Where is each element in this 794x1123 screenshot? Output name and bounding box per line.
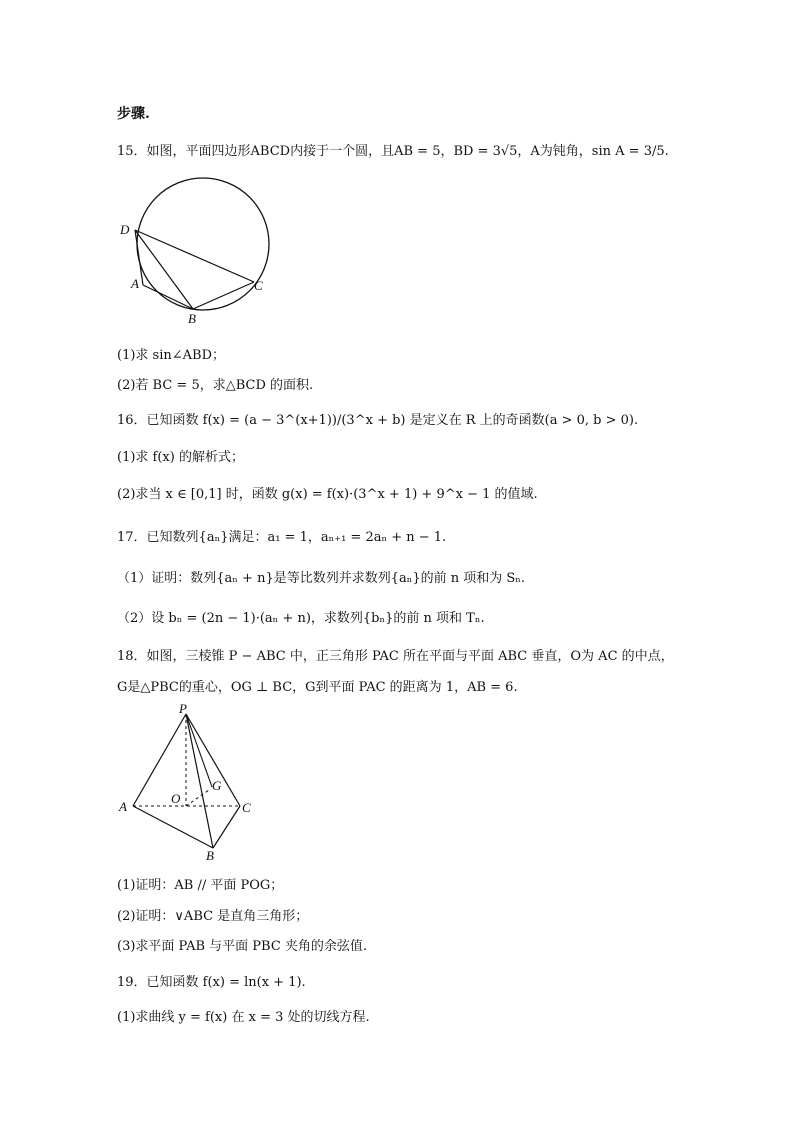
label-c: C — [242, 800, 251, 815]
label-p: P — [179, 701, 187, 716]
label-b: B — [206, 848, 214, 863]
label-o: O — [171, 791, 181, 806]
segment-cd — [135, 230, 254, 282]
q15-part2: (2)若 BC = 5，求△BCD 的面积. — [117, 378, 314, 393]
edge-bc — [213, 806, 240, 848]
q16-part2: (2)求当 x ∈ [0,1] 时，函数 g(x) = f(x)·(3^x + 1) + 9^x − 1 的值域. — [117, 487, 538, 502]
q15-stem: 15．如图，平面四边形ABCD内接于一个圆，且AB = 5，BD = 3√5，A为钝角，sin A = 3/5. — [117, 144, 669, 159]
circumcircle — [137, 178, 269, 310]
edge-ab — [133, 806, 213, 848]
q19-part1: (1)求曲线 y = f(x) 在 x = 3 处的切线方程. — [117, 1010, 370, 1025]
intro-text: 步骤. — [117, 106, 150, 122]
q17-part1: （1）证明：数列{aₙ + n}是等比数列并求数列{aₙ}的前 n 项和为 Sₙ. — [117, 571, 526, 586]
segment-og-hidden — [186, 790, 209, 806]
label-g: G — [212, 778, 222, 793]
q18-stem-line2: G是△PBC的重心，OG ⊥ BC，G到平面 PAC 的距离为 1，AB = 6. — [117, 680, 518, 695]
q16-stem: 16．已知函数 f(x) = (a − 3^(x+1))/(3^x + b) 是定义在 R 上的奇函数(a > 0, b > 0). — [117, 413, 639, 428]
q15-figure — [118, 172, 273, 327]
q17-stem: 17．已知数列{aₙ}满足：a₁ = 1，aₙ₊₁ = 2aₙ + n − 1. — [117, 530, 447, 545]
label-a: A — [119, 799, 127, 814]
label-c: C — [254, 278, 263, 293]
segment-ab — [143, 285, 193, 309]
q16-part1: (1)求 f(x) 的解析式； — [117, 450, 244, 465]
q18-part1: (1)证明：AB // 平面 POG； — [117, 878, 284, 893]
q15-part1: (1)求 sin∠ABD； — [117, 348, 226, 363]
q18-part3: (3)求平面 PAB 与平面 PBC 夹角的余弦值. — [117, 939, 368, 954]
q18-stem-line1: 18．如图，三棱锥 P − ABC 中，正三角形 PAC 所在平面与平面 ABC 垂直，O为 AC 的中点， — [117, 649, 674, 664]
q17-part2: （2）设 bₙ = (2n − 1)·(aₙ + n)，求数列{bₙ}的前 n 项和 Tₙ. — [117, 611, 485, 626]
label-b: B — [188, 311, 196, 326]
label-a: A — [131, 276, 139, 291]
q18-part2: (2)证明：∨ABC 是直角三角形； — [117, 909, 309, 924]
q19-stem: 19．已知函数 f(x) = ln(x + 1). — [117, 975, 306, 990]
edge-pb — [186, 714, 213, 848]
label-d: D — [120, 222, 130, 237]
q18-figure — [116, 700, 266, 865]
